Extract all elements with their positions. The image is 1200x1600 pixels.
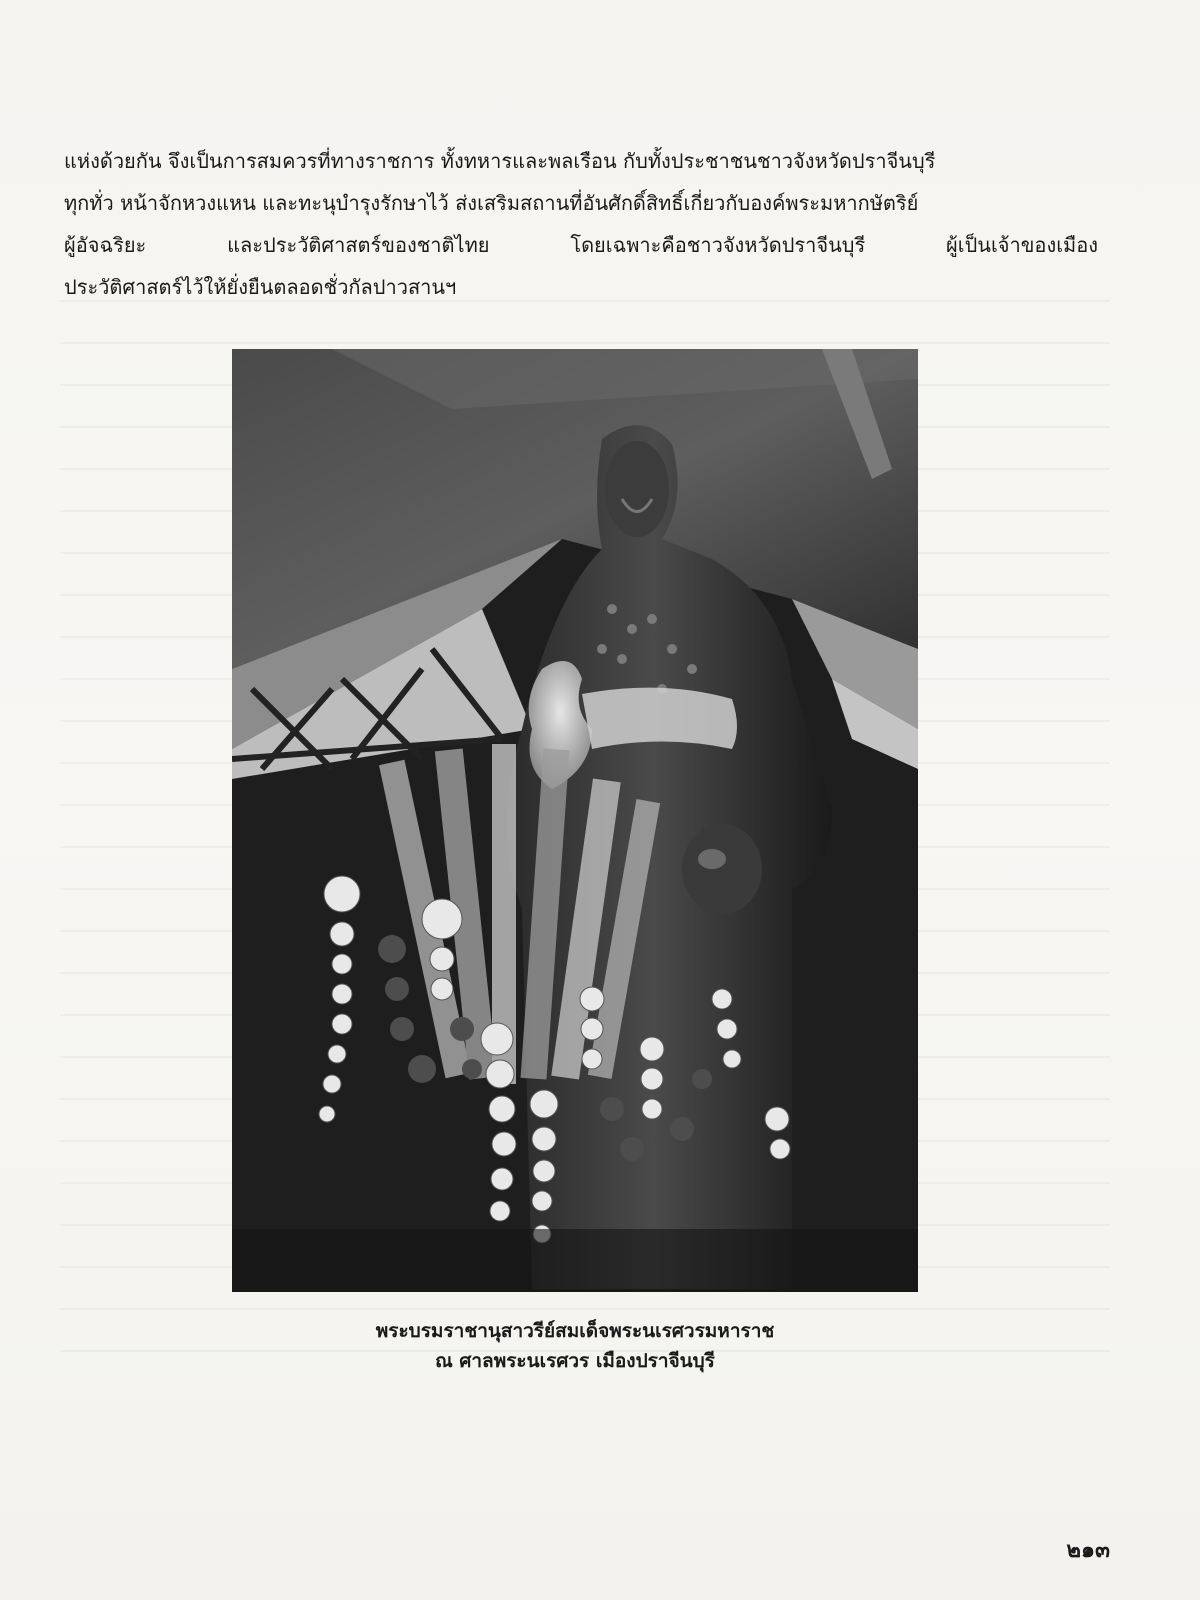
body-line-3-part-1: ผู้อัจฉริยะ <box>64 233 147 257</box>
body-line-3-part-2: และประวัติศาสตร์ของชาติไทย <box>227 233 490 257</box>
caption-line-1: พระบรมราชานุสาวรีย์สมเด็จพระนเรศวรมหาราช <box>375 1320 775 1342</box>
body-line-3-part-4: ผู้เป็นเจ้าของเมือง <box>946 233 1098 257</box>
monument-photo <box>232 349 918 1292</box>
body-line-1: แห่งด้วยกัน จึงเป็นการสมควรที่ทางราชการ ทั้งทหารและพลเรือน กับทั้งประชาชนชาวจังหวัดปราจีนบุรี <box>64 149 936 173</box>
body-line-2: ทุกทั่ว หน้าจักหวงแหน และทะนุบำรุงรักษาไว้ ส่งเสริมสถานที่อันศักดิ์สิทธิ์เกี่ยวกับองค์พระมหากษัตริย์ <box>64 191 919 215</box>
body-line-3 <box>64 224 1098 266</box>
body-line-3-part-3: โดยเฉพาะคือชาวจังหวัดปราจีนบุรี <box>570 233 866 257</box>
page-number: ๒๑๓ <box>1066 1537 1110 1563</box>
body-line-4: ประวัติศาสตร์ไว้ให้ยั่งยืนตลอดชั่วกัลปาวสานฯ <box>64 275 457 299</box>
caption-line-2: ณ ศาลพระนเรศวร เมืองปราจีนบุรี <box>435 1350 715 1372</box>
photo-caption <box>232 1316 918 1376</box>
body-paragraph <box>64 140 1098 308</box>
